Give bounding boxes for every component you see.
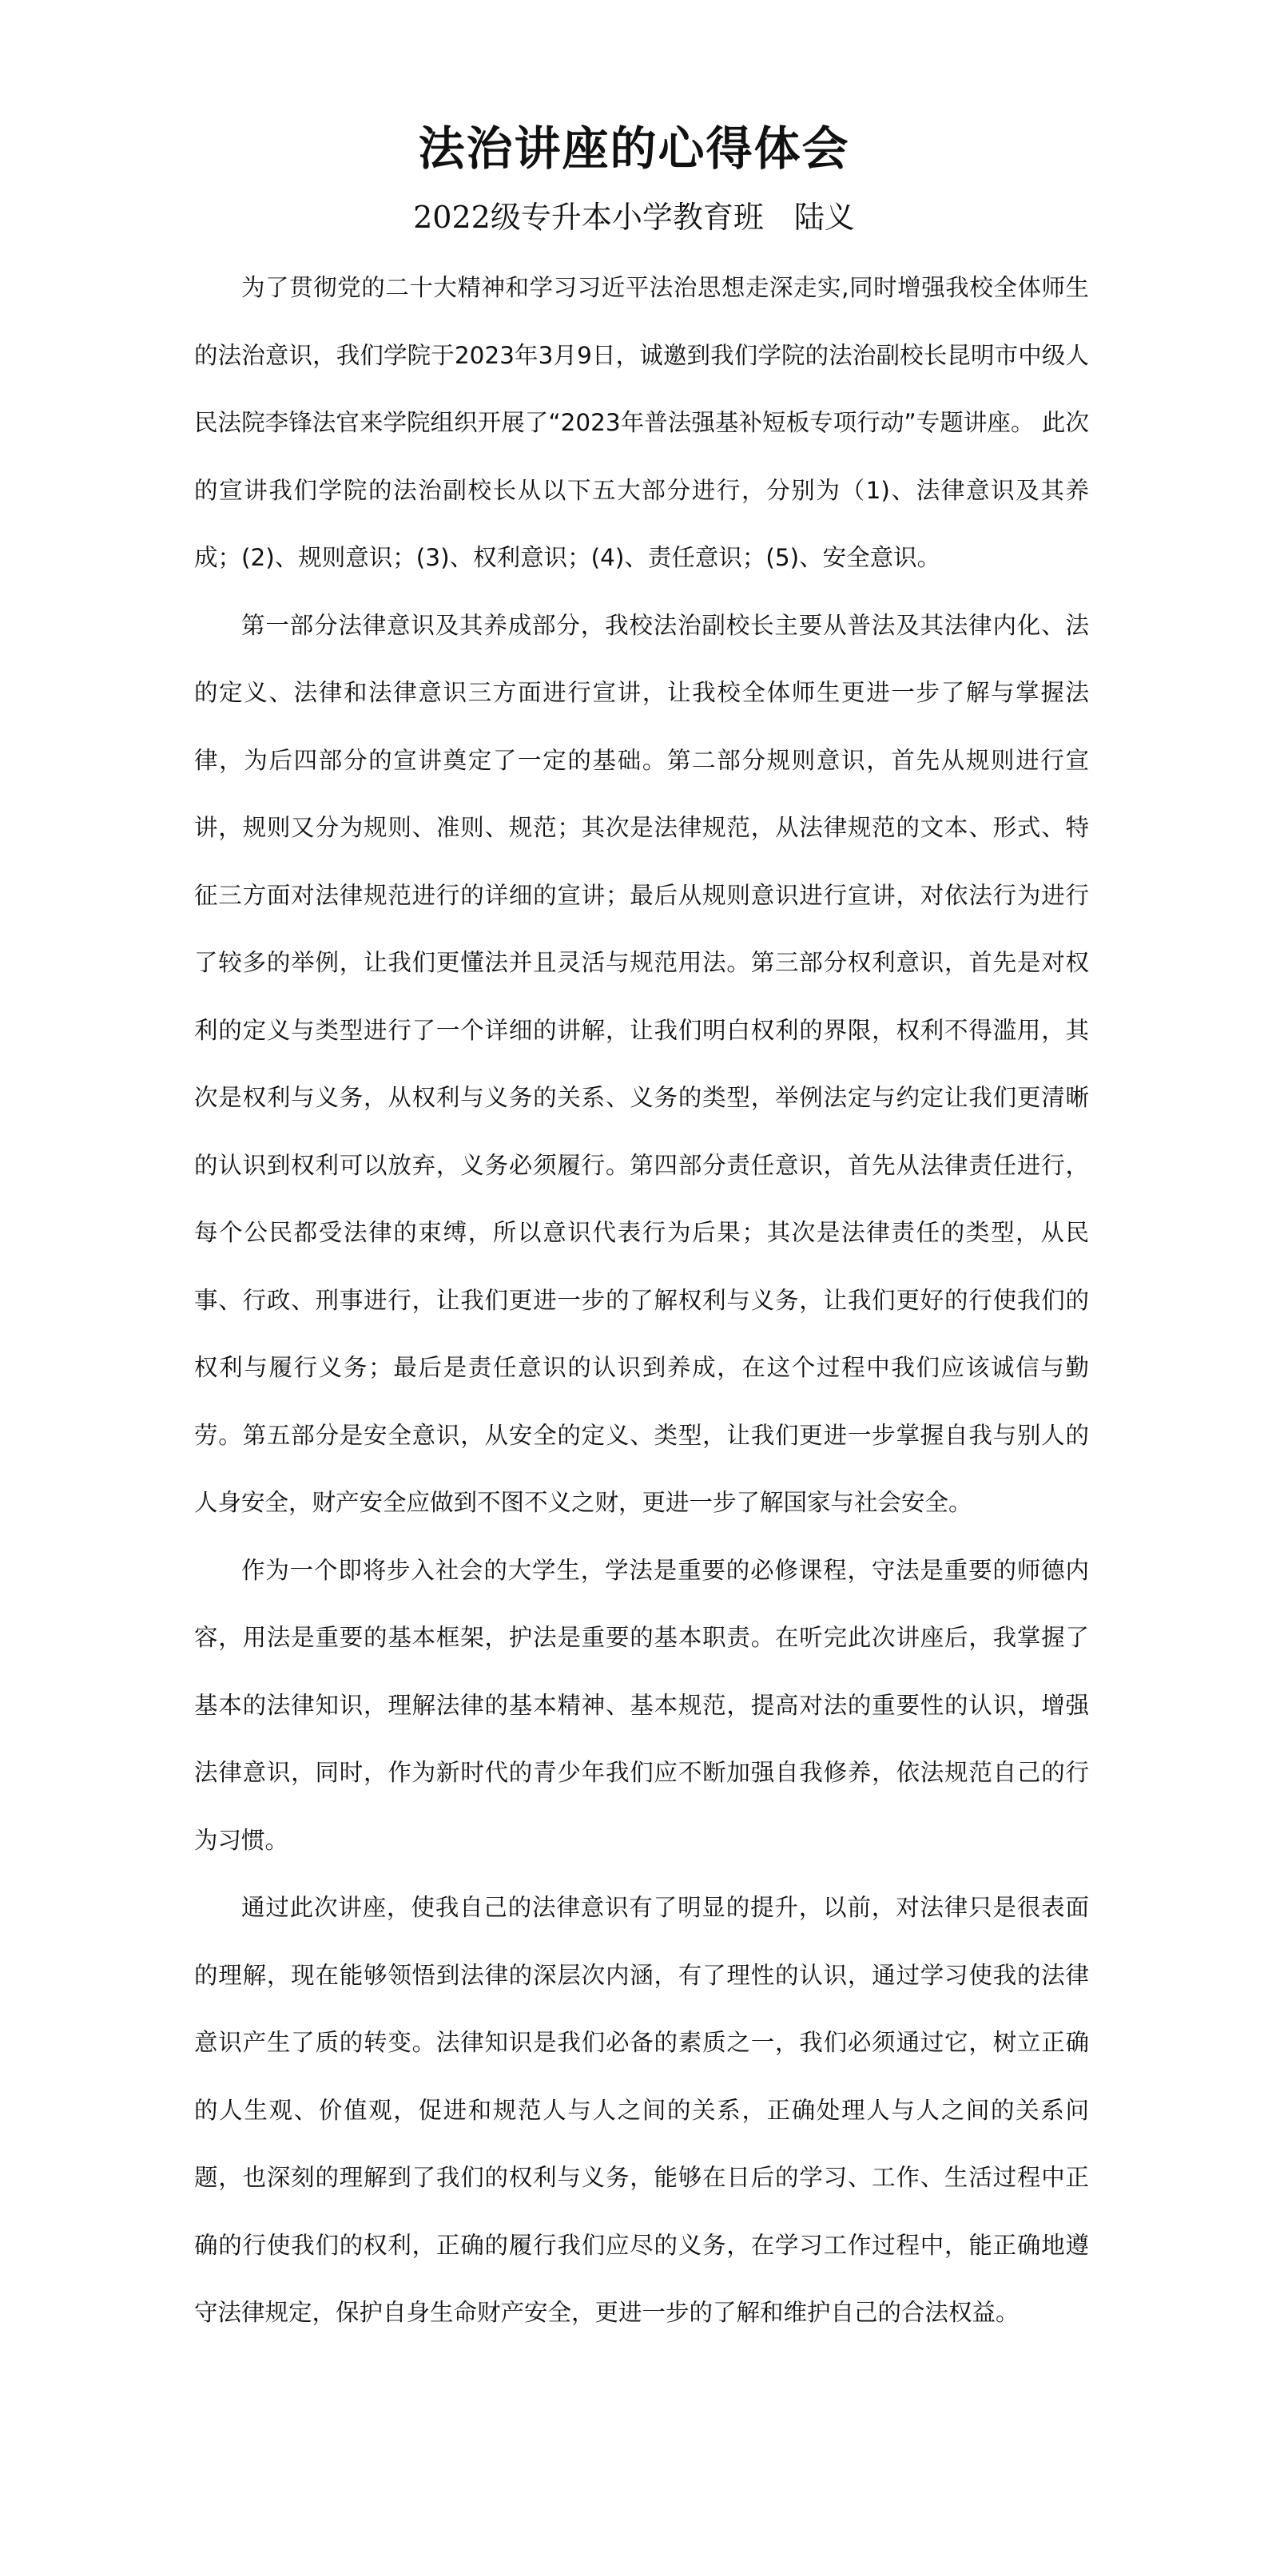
document-body xyxy=(194,254,1089,2347)
document-subtitle xyxy=(0,193,1268,241)
paragraph-intro: 为了贯彻党的二十大精神和学习习近平法治思想走深走实,同时增强我校全体师生的法治意识，我们学院于2023年3月9日，诚邀到我们学院的法治副校长昆明市中级人民法院李锋法官来学院组织开展了“2023年普法强基补短板专项行动”专题讲座。 此次的宣讲我们学院的法治副校长从以下五大部分进行，分别为（1)、法律意识及其养成；(2)、规则意识；(3)、权利意识；(4)、责任意识；(5)、安全意识。 xyxy=(194,274,1089,571)
class-name: 2022级专升本小学教育班 xyxy=(413,200,764,235)
paragraph-student-reflection: 作为一个即将步入社会的大学生，学法是重要的必修课程，守法是重要的师德内容，用法是重要的基本框架，护法是重要的基本职责。在听完此次讲座后，我掌握了基本的法律知识，理解法律的基本精神、基本规范，提高对法的重要性的认识，增强法律意识，同时，作为新时代的青少年我们应不断加强自我修养，依法规范自己的行为习惯。 xyxy=(194,1556,1089,1854)
document-title: 法治讲座的心得体会 xyxy=(418,121,850,176)
paragraph-conclusion: 通过此次讲座，使我自己的法律意识有了明显的提升，以前，对法律只是很表面的理解，现在能够领悟到法律的深层次内涵，有了理性的认识，通过学习使我的法律意识产生了质的转变。法律知识是我们必备的素质之一，我们必须通过它，树立正确的人生观、价值观，促进和规范人与人之间的关系，正确处理人与人之间的关系问题，也深刻的理解到了我们的权利与义务，能够在日后的学习、工作、生活过程中正确的行使我们的权利，正确的履行我们应尽的义务，在学习工作过程中，能正确地遵守法律规定，保护自身生命财产安全，更进一步的了解和维护自己的合法权益。 xyxy=(194,1894,1089,2326)
paragraph-five-parts: 第一部分法律意识及其养成部分，我校法治副校长主要从普法及其法律内化、法的定义、法律和法律意识三方面进行宣讲，让我校全体师生更进一步了解与掌握法律，为后四部分的宣讲奠定了一定的基础。第二部分规则意识，首先从规则进行宣讲，规则又分为规则、准则、规范；其次是法律规范，从法律规范的文本、形式、特征三方面对法律规范进行的详细的宣讲；最后从规则意识进行宣讲，对依法行为进行了较多的举例，让我们更懂法并且灵活与规范用法。第三部分权利意识，首先是对权利的定义与类型进行了一个详细的讲解，让我们明白权利的界限，权利不得滥用，其次是权利与义务，从权利与义务的关系、义务的类型，举例法定与约定让我们更清晰的认识到权利可以放弃，义务必须履行。第四部分责任意识，首先从法律责任进行，每个公民都受法律的束缚，所以意识代表行为后果；其次是法律责任的类型，从民事、行政、刑事进行，让我们更进一步的了解权利与义务，让我们更好的行使我们的权利与履行义务；最后是责任意识的认识到养成，在这个过程中我们应该诚信与勤劳。第五部分是安全意识，从安全的定义、类型，让我们更进一步掌握自我与别人的人身安全，财产安全应做到不图不义之财，更进一步了解国家与社会安全。 xyxy=(194,611,1089,1516)
author-name: 陆义 xyxy=(793,200,855,235)
